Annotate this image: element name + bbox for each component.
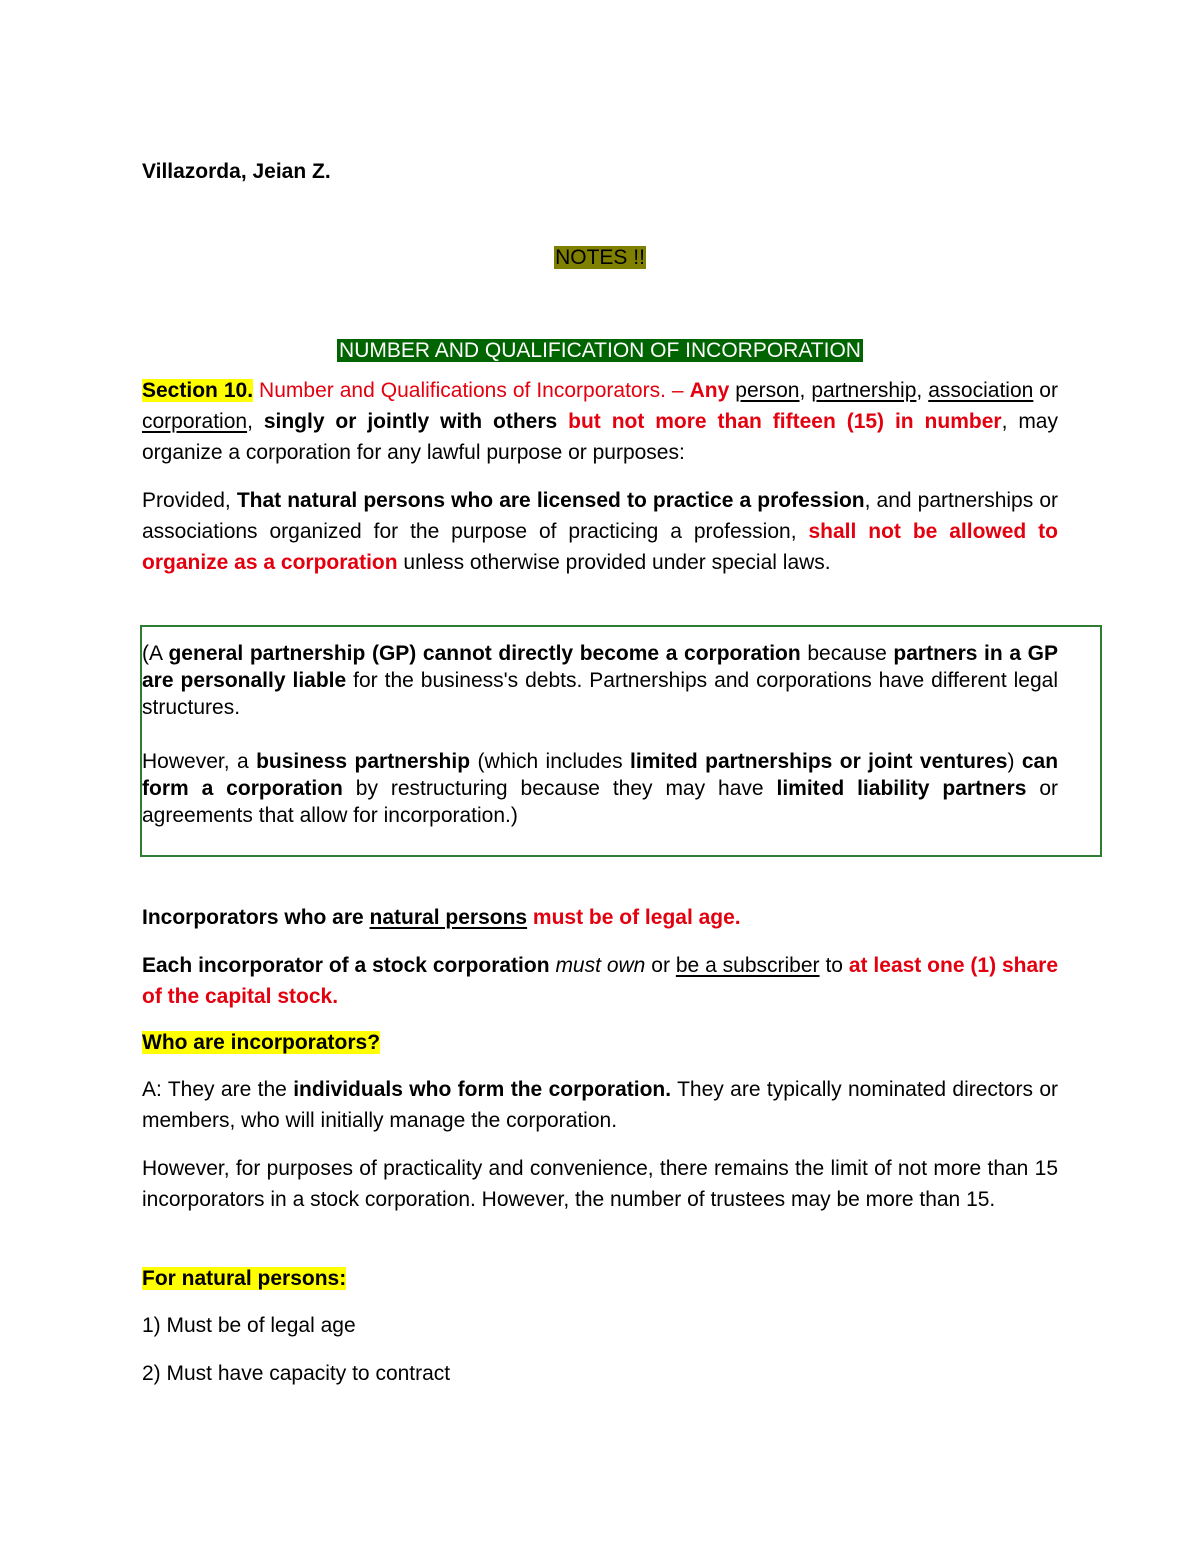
singly-phrase: singly or jointly with others [263,410,558,433]
box-bold: partners in a GP are personally liable [142,642,1059,692]
box-text: because [800,642,894,665]
legal-age-red: must be of legal age. [527,906,741,929]
partnership-word: partnership [811,379,917,402]
legal-age-text: Incorporators who are [142,906,370,929]
legal-age-paragraph [142,902,1058,933]
must-own: must own [555,954,646,977]
author-name: Villazorda, Jeian Z. [142,160,331,183]
answer-tail: They are typically nominated directors or members, who will initially manage the corporation. [142,1078,1058,1132]
question-2: For natural persons: [142,1267,347,1290]
proviso-paragraph [142,485,1058,578]
share-paragraph [142,950,1058,1012]
natural-persons-word: natural persons [369,906,528,929]
question-incorporators [142,1027,1058,1058]
person-word: person [735,379,800,402]
association-word: association [928,379,1034,402]
proviso-mid: , and partnerships or associations organized for the purpose of practicing a profession, [142,489,1059,543]
proviso-bold: That natural persons who are licensed to practice a profession [236,489,865,512]
section-tail: , may organize a corporation for any lawful purpose or purposes: [142,410,1058,464]
section-title-label: NUMBER AND QUALIFICATION OF INCORPORATION [339,339,861,362]
answer-text: A: They are the [142,1078,294,1101]
box-paragraph-1 [142,640,1058,721]
notes-label: NOTES !! [555,246,645,269]
share-bold: Each incorporator of a stock corporation [142,954,556,977]
section-title [0,338,1200,364]
limit-phrase: but not more than fifteen (15) in number [568,410,1002,433]
explanation-box [140,625,1102,857]
list-item [142,1310,1058,1341]
proviso-end: unless otherwise provided under special laws. [397,551,831,574]
box-text: for the business's debts. Partnerships and corporations have different legal structures. [142,669,1058,719]
box-bold: can form a corporation [142,750,1059,800]
answer-bold: individuals who form the corporation. [293,1078,672,1101]
box-paragraph-2 [142,748,1058,829]
list-item-2: 2) Must have capacity to contract [142,1362,451,1385]
box-text: (A [142,642,169,665]
proviso-start: Provided, [142,489,237,512]
box-text: However, a [142,750,257,773]
section-10-paragraph: Section 10. Number and Qualifications of Incorporators. – Any person, partnership, association or corporation, singly or jointly with others but not more than fifteen (15) in number, may organize a corporation for any lawful purpose or purposes: [142,379,1058,464]
box-bold: limited liability partners [776,777,1027,800]
list-item-1: 1) Must be of legal age [142,1314,356,1337]
corporation-word: corporation [142,410,248,433]
practicality-text: However, for purposes of practicality and convenience, there remains the limit of not more than 15 incorporators in a stock corporation. However, the number of trustees may be more than 15. [142,1157,1058,1211]
box-text: (which includes [470,750,631,773]
section-label: Section 10. [142,379,254,402]
natural-persons-heading [142,1263,1058,1294]
share-or: or [645,954,676,977]
or-word: or [1033,379,1058,402]
notes-heading [0,245,1200,271]
box-text: by restructuring because they may have [342,777,777,800]
subscriber-word: be a subscriber [675,954,820,977]
list-item [142,1358,1058,1389]
box-bold: general partnership (GP) cannot directly become a corporation [168,642,801,665]
question-1: Who are incorporators? [142,1031,381,1054]
box-text: ) [1007,750,1022,773]
box-bold: limited partnerships or joint ventures [630,750,1008,773]
box-bold: business partnership [256,750,471,773]
proviso-red: shall not be allowed to organize as a corporation [142,520,1059,574]
share-to: to [819,954,849,977]
share-red: at least one (1) share of the capital stock. [142,954,1059,1008]
any-word: Any [689,379,730,402]
answer-paragraph [142,1074,1058,1136]
box-text: or agreements that allow for incorporation.) [142,777,1058,827]
section-heading: Number and Qualifications of Incorporators. – [253,379,690,402]
practicality-paragraph [142,1153,1058,1215]
